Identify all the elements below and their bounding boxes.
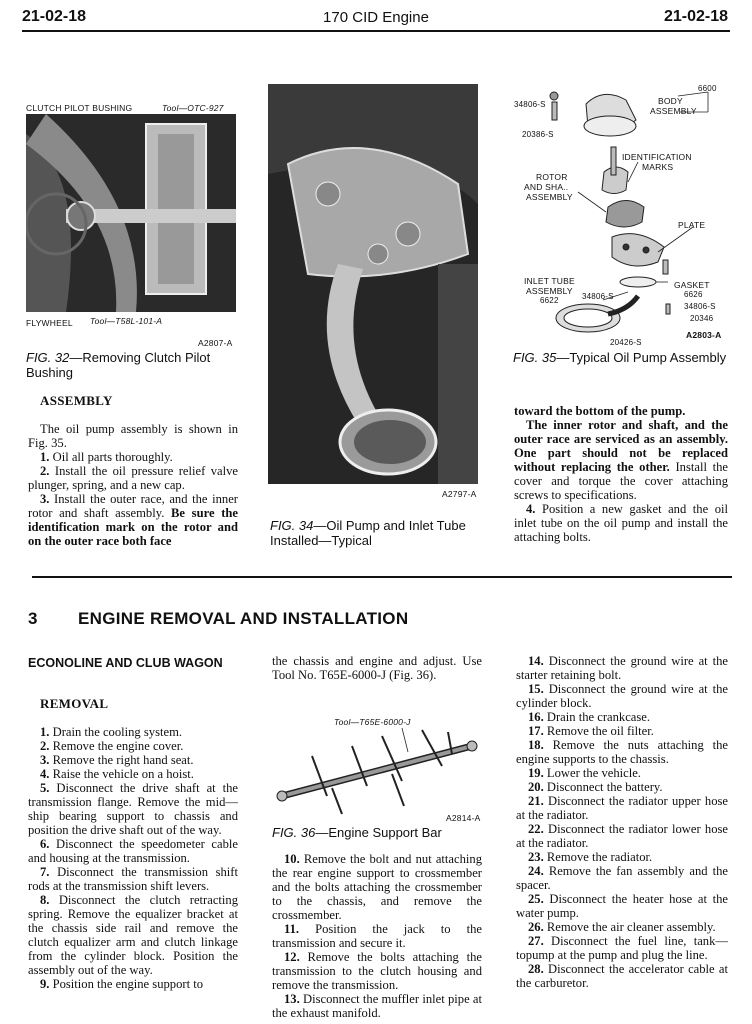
removal-steps-col1 bbox=[28, 725, 238, 991]
fig35-l-inlet1: INLET TUBE bbox=[524, 276, 575, 286]
fig35-l-assembly: ASSEMBLY bbox=[650, 106, 697, 116]
fig32-caption-text: —Removing Clutch Pilot Bushing bbox=[26, 350, 211, 380]
removal-step-4: 4. Raise the vehicle on a hoist. bbox=[40, 767, 194, 781]
fig35-caption bbox=[513, 350, 727, 365]
removal-step-20: 20. Disconnect the battery. bbox=[528, 780, 663, 794]
fig36-code: A2814-A bbox=[446, 813, 481, 823]
fig32-label-bushing: CLUTCH PILOT BUSHING bbox=[26, 103, 133, 113]
removal-steps-col3 bbox=[516, 654, 728, 990]
subsection-heading: ECONOLINE AND CLUB WAGON bbox=[28, 656, 223, 670]
fig32-label-tool1: Tool—OTC-927 bbox=[162, 103, 224, 113]
fig36-caption-text: —Engine Support Bar bbox=[315, 825, 442, 840]
removal-step-19: 19. Lower the vehicle. bbox=[528, 766, 641, 780]
fig34-illustration bbox=[268, 84, 478, 484]
section-rule bbox=[32, 576, 732, 578]
fig35-l-ident2: MARKS bbox=[642, 162, 674, 172]
fig32-caption bbox=[26, 350, 240, 380]
assembly-step-4: 4. Position a new gasket and the oil inlet tube on the oil pump and install the attaching bolts. bbox=[514, 502, 728, 544]
page-number-left: 21-02-18 bbox=[22, 8, 87, 25]
removal-step-7: 7. Disconnect the transmission shift rods at the transmission shift levers. bbox=[28, 865, 238, 893]
fig34-caption bbox=[270, 518, 480, 548]
removal-step-2: 2. Remove the engine cover. bbox=[40, 739, 184, 753]
removal-steps-col2 bbox=[272, 852, 482, 1020]
fig35-caption-num: FIG. 35 bbox=[513, 350, 557, 365]
removal-step-9: 9. Position the engine support to bbox=[40, 977, 204, 991]
assembly-intro: The oil pump assembly is shown in Fig. 35. bbox=[28, 422, 238, 450]
assembly-step-2: 2. Install the oil pressure relief valve plunger, spring, and a new cap. bbox=[28, 464, 238, 492]
fig35-l-34806s-a: 34806-S bbox=[514, 100, 546, 109]
fig32-label-flywheel: FLYWHEEL bbox=[26, 318, 73, 328]
fig32-caption-num: FIG. 32 bbox=[26, 350, 70, 365]
removal-step-22: 22. Disconnect the radiator lower hose at the radiator. bbox=[516, 822, 728, 850]
assembly-cont-bold: toward the bottom of the pump. bbox=[514, 404, 686, 418]
removal-step-17: 17. Remove the oil filter. bbox=[528, 724, 654, 738]
removal-step-11: 11. Position the jack to the transmission and secure it. bbox=[272, 922, 482, 950]
page-title: 170 CID Engine bbox=[323, 9, 429, 26]
fig32-label-tool2: Tool—T58L-101-A bbox=[90, 316, 163, 326]
fig34-caption-num: FIG. 34 bbox=[270, 518, 314, 533]
removal-heading: REMOVAL bbox=[40, 696, 109, 711]
fig34-code: A2797-A bbox=[442, 489, 477, 499]
fig35-l-inlet2: ASSEMBLY bbox=[526, 286, 573, 296]
fig36-tool-label: Tool—T65E-6000-J bbox=[334, 717, 411, 727]
fig35-code: A2803-A bbox=[686, 330, 722, 340]
fig35-l-plate: PLATE bbox=[678, 220, 706, 230]
fig34-caption-text: —Oil Pump and Inlet Tube Installed—Typical bbox=[270, 518, 466, 548]
fig35-l-6622: 6622 bbox=[540, 296, 559, 305]
fig35-l-gasket: GASKET bbox=[674, 280, 710, 290]
removal-step-5: 5. Disconnect the drive shaft at the transmission flange. Remove the mid—ship bearing support to chassis and position the drive shaft out of the way. bbox=[28, 781, 238, 837]
removal-step-24: 24. Remove the fan assembly and the spacer. bbox=[516, 864, 728, 892]
fig35-l-6600: 6600 bbox=[698, 84, 717, 93]
removal-step-18: 18. Remove the nuts attaching the engine supports to the chassis. bbox=[516, 738, 728, 766]
assembly-step-1: 1. Oil all parts thoroughly. bbox=[40, 450, 173, 464]
fig35-l-20426s: 20426-S bbox=[610, 338, 642, 347]
fig35-l-ident1: IDENTIFICATION bbox=[622, 152, 692, 162]
section-title: ENGINE REMOVAL AND INSTALLATION bbox=[78, 609, 409, 628]
assembly-note: The inner rotor and shaft, and the outer race are serviced as an assembly. One part should not be replaced without replacing the other. Install the cover and torque the cover attaching screws to specifications. bbox=[514, 418, 728, 502]
removal-step-3: 3. Remove the right hand seat. bbox=[40, 753, 194, 767]
removal-step-15: 15. Disconnect the ground wire at the cylinder block. bbox=[516, 682, 728, 710]
fig36-illustration bbox=[272, 726, 484, 818]
fig35-l-rotor3: ASSEMBLY bbox=[526, 192, 573, 202]
header-rule bbox=[22, 30, 730, 32]
removal-step-13: 13. Disconnect the muffler inlet pipe at the exhaust manifold. bbox=[272, 992, 482, 1020]
fig36-caption-num: FIG. 36 bbox=[272, 825, 316, 840]
fig35-caption-text: —Typical Oil Pump Assembly bbox=[556, 350, 727, 365]
fig35-l-34806s-b: 34806-S bbox=[582, 292, 614, 301]
removal-step-1: 1. Drain the cooling system. bbox=[40, 725, 183, 739]
removal-step-27: 27. Disconnect the fuel line, tank—topump at the pump and plug the line. bbox=[516, 934, 728, 962]
removal-step-21: 21. Disconnect the radiator upper hose at the radiator. bbox=[516, 794, 728, 822]
fig35-l-6626: 6626 bbox=[684, 290, 703, 299]
removal-step-28: 28. Disconnect the accelerator cable at the carburetor. bbox=[516, 962, 728, 990]
fig34-photo bbox=[268, 84, 478, 484]
removal-step-8: 8. Disconnect the clutch retracting spring. Remove the equalizer bracket at the chassis side rail and remove the clutch equalizer arm and clutch linkage from the cylinder block. Position the assembly out of the way. bbox=[28, 893, 238, 977]
fig35-l-body: BODY bbox=[658, 96, 683, 106]
assembly-heading: ASSEMBLY bbox=[40, 393, 113, 408]
section-number: 3 bbox=[28, 609, 38, 628]
fig36-drawing bbox=[272, 726, 484, 818]
fig35-l-34806s-c: 34806-S bbox=[684, 302, 716, 311]
removal-step-25: 25. Disconnect the heater hose at the water pump. bbox=[516, 892, 728, 920]
removal-step-12: 12. Remove the bolts attaching the transmission to the clutch housing and remove the transmission. bbox=[272, 950, 482, 992]
fig32-illustration bbox=[26, 114, 236, 312]
assembly-step-3: 3. Install the outer race, and the inner rotor and shaft assembly. Be sure the identification mark on the rotor and on the outer race both face bbox=[28, 492, 238, 548]
fig35-l-20386s: 20386-S bbox=[522, 130, 554, 139]
assembly-text-col1 bbox=[28, 422, 238, 548]
removal-text-col2-top bbox=[272, 654, 482, 682]
fig32-photo bbox=[26, 114, 236, 312]
removal-step-26: 26. Remove the air cleaner assembly. bbox=[528, 920, 716, 934]
fig32-code: A2807-A bbox=[198, 338, 233, 348]
fig35-l-20346: 20346 bbox=[690, 314, 714, 323]
removal-step-10: 10. Remove the bolt and nut attaching the rear engine support to crossmember and the bolts attaching the crossmember to the chassis, and remove the crossmember. bbox=[272, 852, 482, 922]
removal-step-16: 16. Drain the crankcase. bbox=[528, 710, 651, 724]
fig35-l-rotor1: ROTOR bbox=[536, 172, 568, 182]
fig36-caption bbox=[272, 825, 484, 840]
assembly-text-col3 bbox=[514, 404, 728, 544]
page-number-right: 21-02-18 bbox=[663, 8, 728, 25]
step-9-continued: the chassis and engine and adjust. Use Tool No. T65E-6000-J (Fig. 36). bbox=[272, 654, 482, 682]
removal-step-6: 6. Disconnect the speedometer cable and housing at the transmission. bbox=[28, 837, 238, 865]
fig35-l-rotor2: AND SHA.. bbox=[524, 182, 569, 192]
removal-step-14: 14. Disconnect the ground wire at the starter retaining bolt. bbox=[516, 654, 728, 682]
removal-step-23: 23. Remove the radiator. bbox=[528, 850, 653, 864]
